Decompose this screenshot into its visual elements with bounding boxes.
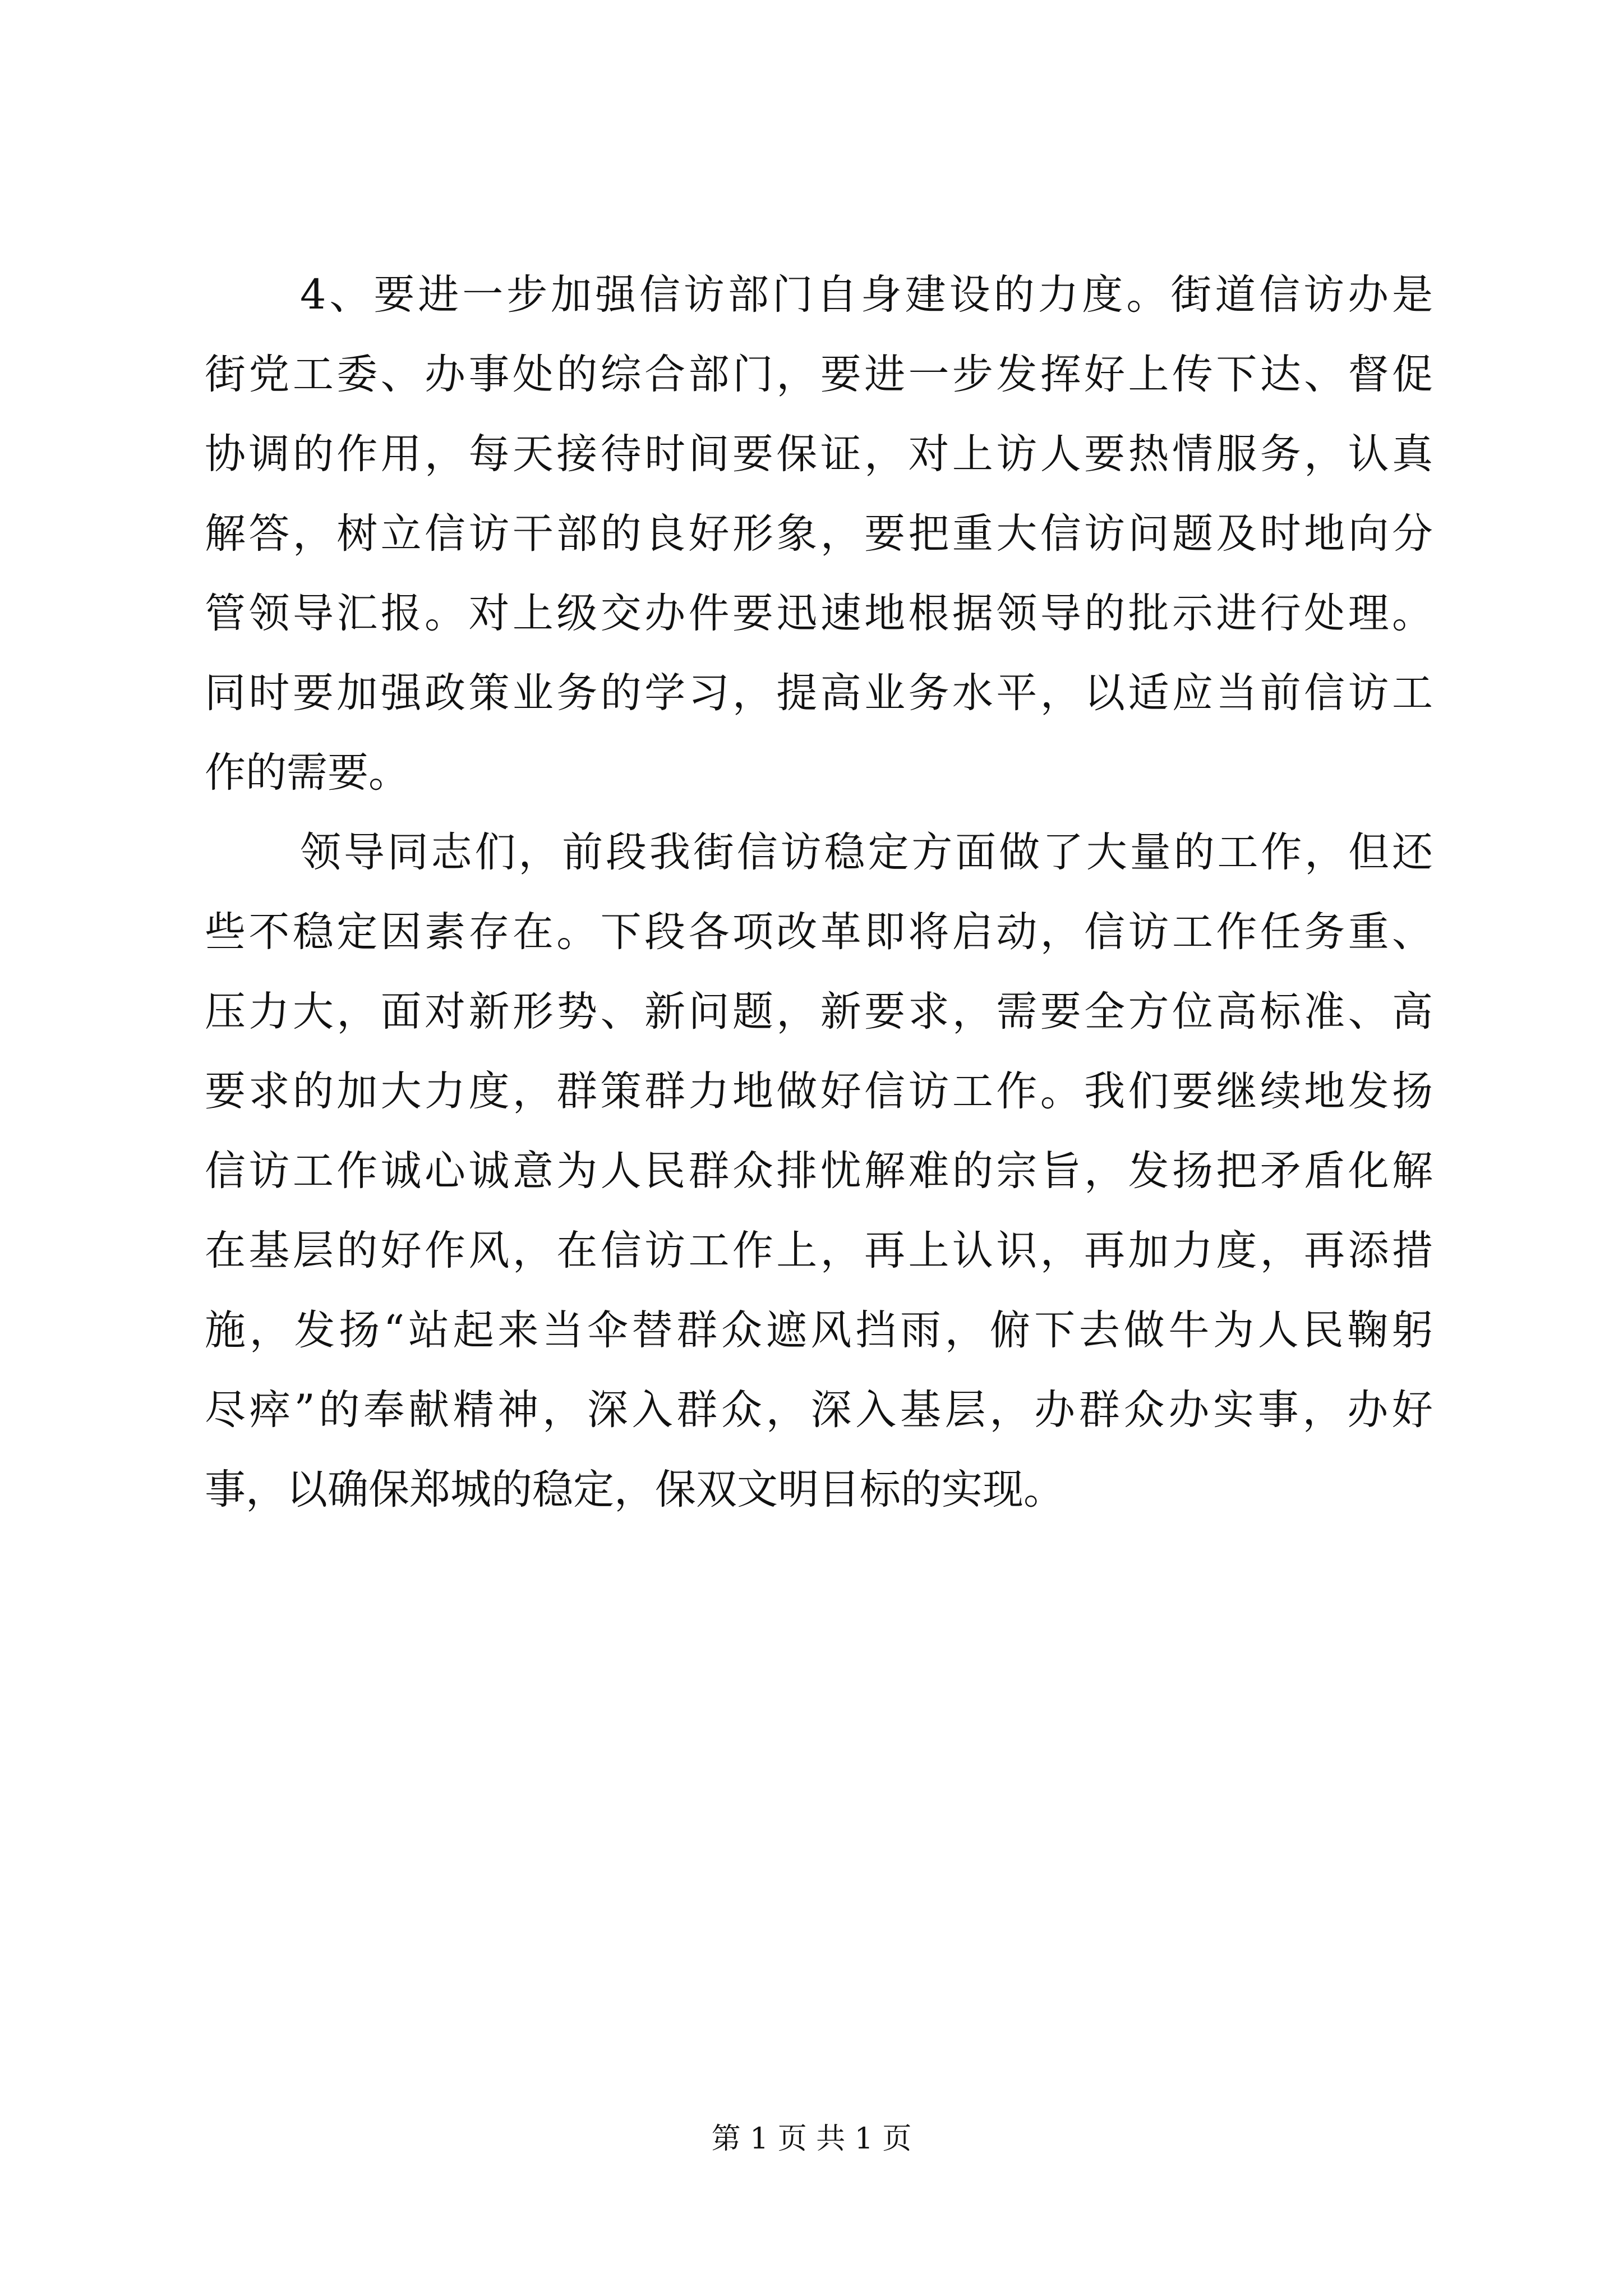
paragraph-line: 尽瘁”的奉献精神，深入群众，深入基层，办群众办实事，办好 <box>205 1386 1433 1434</box>
paragraph-line: 事，以确保郑城的稳定，保双文明目标的实现。 <box>205 1466 1064 1513</box>
paragraph-line: 要求的加大力度，群策群力地做好信访工作。我们要继续地发扬 <box>205 1068 1433 1115</box>
paragraph-line: 在基层的好作风，在信访工作上，再上认识，再加力度，再添措 <box>205 1227 1433 1274</box>
paragraph-line: 街党工委、办事处的综合部门，要进一步发挥好上传下达、督促 <box>205 351 1433 398</box>
paragraph-line: 信访工作诚心诚意为人民群众排忧解难的宗旨，发扬把矛盾化解 <box>205 1147 1433 1195</box>
paragraph-line: 些不稳定因素存在。下段各项改革即将启动，信访工作任务重、 <box>205 908 1433 956</box>
paragraph-line: 管领导汇报。对上级交办件要迅速地根据领导的批示进行处理。 <box>205 590 1433 637</box>
paragraph-1 <box>205 255 1433 813</box>
paragraph-line: 压力大，面对新形势、新问题，新要求，需要全方位高标准、高 <box>205 988 1433 1036</box>
document-body <box>205 255 1433 1530</box>
paragraph-line: 作的需要。 <box>205 749 409 797</box>
paragraph-line: 领导同志们，前段我街信访稳定方面做了大量的工作，但还 <box>300 829 1433 876</box>
paragraph-line: 解答，树立信访干部的良好形象，要把重大信访问题及时地向分 <box>205 510 1433 558</box>
paragraph-line: 4、要进一步加强信访部门自身建设的力度。街道信访办是 <box>300 271 1433 319</box>
paragraph-line: 施，发扬“站起来当伞替群众遮风挡雨，俯下去做牛为人民鞠躬 <box>205 1306 1433 1354</box>
page-footer: 第 1 页 共 1 页 <box>711 2122 912 2156</box>
paragraph-2 <box>205 813 1433 1530</box>
paragraph-line: 同时要加强政策业务的学习，提高业务水平，以适应当前信访工 <box>205 669 1433 717</box>
paragraph-line: 协调的作用，每天接待时间要保证，对上访人要热情服务，认真 <box>205 430 1433 478</box>
